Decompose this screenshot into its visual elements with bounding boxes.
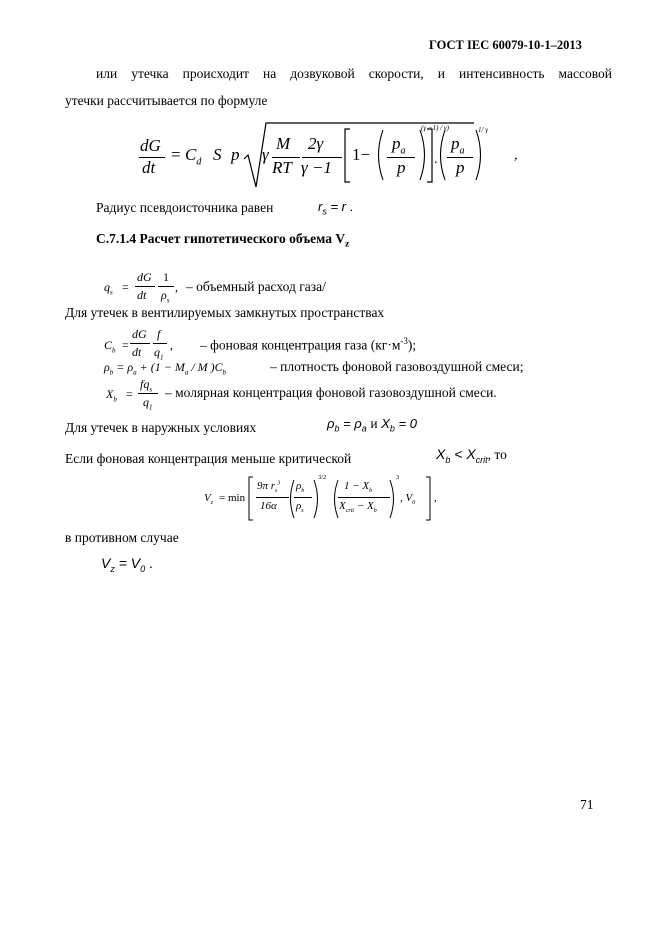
- critical-text: Если фоновая концентрация меньше критической: [65, 451, 352, 466]
- otherwise-formula: $V_z = V_0$ .: [101, 555, 153, 574]
- molar-mass: M: [276, 134, 291, 153]
- equals-sign: =: [171, 145, 181, 164]
- comma: ,: [170, 338, 173, 352]
- equals-sign: =: [122, 280, 129, 294]
- parenthesis: [288, 479, 328, 519]
- outdoor-formula: $\rho_b = \rho_a$ и $X_b = 0$: [327, 416, 417, 434]
- document-header: ГОСТ IEC 60079-10-1–2013: [429, 38, 582, 52]
- rho-s-denominator: $\rho_s$: [161, 288, 170, 305]
- pressure-denominator-2: p: [456, 158, 465, 177]
- critical-formula: $X_b < X_{crit}$, то: [436, 446, 507, 465]
- fraction-bar: [338, 497, 390, 498]
- fqs-numerator: $fq_s$: [140, 377, 153, 394]
- exponent-2: 1/ γ: [478, 126, 488, 134]
- radius-text: Радиус псевдоисточника равен: [96, 200, 274, 215]
- two-gamma: 2γ: [308, 134, 324, 153]
- v0-term: , $V_0$: [400, 492, 416, 507]
- intro-line-2: утечки рассчитывается по формуле: [65, 93, 268, 108]
- equals-sign: =: [126, 387, 133, 401]
- one-minus: 1−: [352, 145, 371, 164]
- xb-description: – молярная концентрация фоновой газовоздушной смеси.: [165, 385, 497, 400]
- fraction-bar: [130, 343, 150, 344]
- fraction-bar: [153, 343, 167, 344]
- fraction-bar: [294, 497, 312, 498]
- pressure-symbol: p: [231, 145, 240, 164]
- dt-denominator: dt: [137, 288, 147, 302]
- qs-symbol: $q_s$: [104, 280, 113, 297]
- rhob-expression: $\rho_b = \rho_a + (1 - M_a / M$ )$C_b$: [104, 360, 227, 377]
- q1-denominator: $q_1$: [154, 345, 164, 362]
- min-operator: = min: [219, 492, 246, 504]
- cb-description: – фоновая концентрация газа $(кг\cdot м^{-3})$;: [200, 336, 417, 353]
- vz-symbol: $V_z$: [204, 492, 214, 507]
- section-title: С.7.1.4 Расчет гипотетического объема $V_z$: [96, 231, 350, 250]
- nine-pi-r: 9π $r_s^3$: [257, 480, 281, 495]
- gamma-minus-one: γ −1: [301, 158, 332, 177]
- dG-numerator: dG: [140, 136, 161, 155]
- f-numerator: f: [157, 327, 161, 341]
- dG-numerator: dG: [137, 270, 152, 284]
- xcrit-minus-xb: $X_{crit} - X_b$: [339, 500, 377, 515]
- exponent-three-halves: 3/2: [318, 474, 327, 481]
- ambient-pressure: $p_a$: [392, 134, 406, 157]
- rhob-description: – плотность фоновой газовоздушной смеси;: [270, 359, 524, 374]
- exponent-three: 3: [396, 474, 400, 481]
- one-numerator: 1: [163, 270, 169, 284]
- page-number: 71: [580, 797, 594, 812]
- rho-s: $\rho_s$: [296, 500, 304, 515]
- closed-spaces-text: Для утечек в вентилируемых замкнутых пространствах: [65, 305, 385, 320]
- xb-symbol: $X_b$: [106, 387, 117, 404]
- one-minus-xb: $1 - X_b$: [344, 480, 373, 495]
- pressure-denominator: p: [397, 158, 406, 177]
- cb-symbol: $C_b$: [104, 338, 116, 355]
- dot-separator: .: [434, 152, 438, 167]
- fraction-bar: [138, 393, 158, 394]
- fraction-bar: [256, 497, 289, 498]
- qs-description: – объемный расход газа/: [186, 279, 326, 294]
- radius-formula: $r_s = r$ .: [318, 199, 354, 217]
- formula-comma: ,: [514, 148, 518, 163]
- comma: ,: [175, 280, 178, 294]
- rt-symbol: RT: [272, 158, 292, 177]
- intro-line-1: или утечка происходит на дозвуковой скорости, и интенсивность массовой: [96, 66, 612, 81]
- dt-denominator: dt: [132, 345, 142, 359]
- q1-denominator: $q_1$: [143, 395, 153, 412]
- otherwise-text: в противном случае: [65, 530, 179, 545]
- outdoor-text: Для утечек в наружных условиях: [65, 420, 257, 435]
- fraction-bar: [135, 286, 155, 287]
- discharge-coefficient: $C_d$: [185, 145, 202, 168]
- ambient-pressure-2: $p_a$: [451, 134, 465, 157]
- sixteen-alpha: 16α: [260, 500, 277, 512]
- dt-denominator: dt: [142, 158, 156, 177]
- gamma-symbol: γ: [262, 145, 269, 164]
- dG-numerator: dG: [132, 327, 147, 341]
- exponent-1: (γ −1) / γ): [421, 124, 449, 132]
- equals-sign: =: [122, 338, 129, 352]
- area-symbol: S: [213, 145, 222, 164]
- rho-b: $\rho_b$: [296, 480, 305, 495]
- formula-comma: ,: [434, 492, 437, 504]
- fraction-bar: [158, 286, 174, 287]
